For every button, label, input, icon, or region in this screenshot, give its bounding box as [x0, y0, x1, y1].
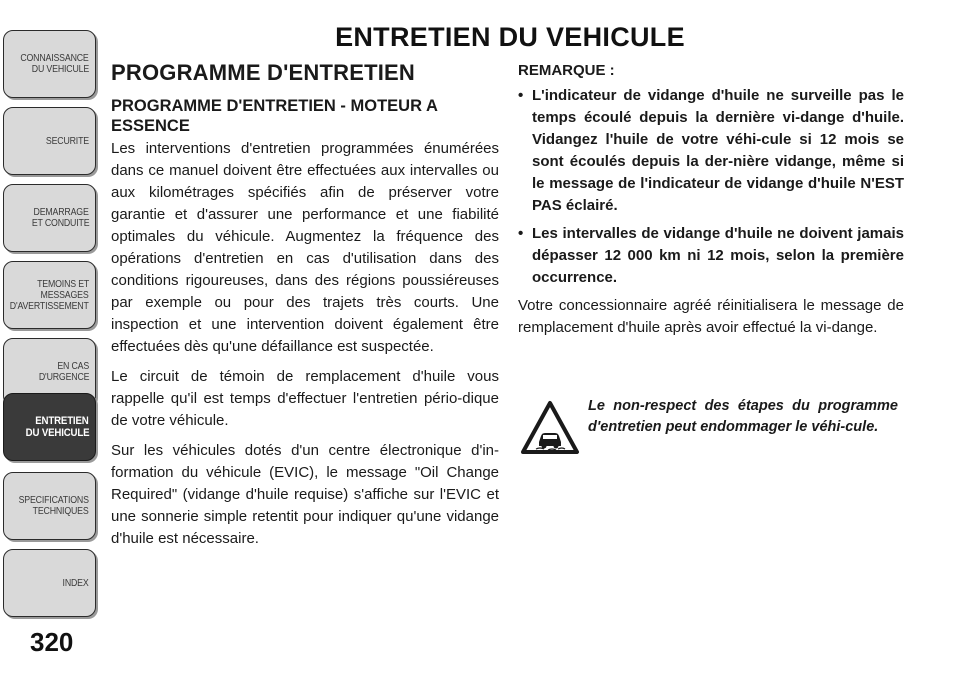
list-item	[518, 223, 904, 289]
tab-label: ENTRETIEN	[35, 415, 89, 427]
tab-label: INDEX	[62, 577, 89, 589]
left-column	[111, 60, 499, 558]
bullet-dot: •	[518, 87, 524, 104]
tab-label: MESSAGES	[41, 289, 89, 301]
tab-label: D'AVERTISSEMENT	[10, 300, 89, 312]
paragraph: Les interventions d'entretien programmées énumérées dans ce manuel doivent être effectuées aux intervalles ou aux kilométrages spécifiés afin de préserver votre garantie et d'assurer une performance et une fiabilité optimales du véhicule. Augmentez la fréquence des opérations d'entretien en cas d'utilisation dans des conditions rigoureuses, dans des régions poussiéreuses par exemple ou pour des trajets très courts. Une inspection et une intervention doivent également être effectuées dès qu'une défaillance est suspectée.	[111, 140, 499, 355]
paragraph: Sur les véhicules dotés d'un centre électronique d'in-formation du véhicule (EVIC), le message "Oil Change Required" (vidange d'huile requise) s'affiche sur l'EVIC et une sonnerie simple retentit pour indiquer qu'une vidange d'huile est nécessaire.	[111, 442, 499, 547]
tab-demarrage-et-conduite[interactable]	[3, 184, 96, 252]
tab-label: TECHNIQUES	[33, 506, 89, 517]
tab-label: DU VEHICULE	[31, 64, 89, 75]
tab-label: TEMOINS ET	[36, 278, 89, 290]
paragraph: Votre concessionnaire agréé réinitialisera le message de remplacement d'huile après avoir effectué la vi-dange.	[518, 297, 904, 336]
tab-temoins-et-messages[interactable]	[3, 261, 96, 329]
note-title: REMARQUE :	[518, 62, 615, 79]
bullet-dot: •	[518, 225, 524, 242]
subsection-title: PROGRAMME D'ENTRETIEN - MOTEUR A ESSENCE	[111, 97, 438, 135]
section-title: PROGRAMME D'ENTRETIEN	[111, 60, 415, 85]
list-item	[518, 85, 904, 217]
bullet-text: Les intervalles de vidange d'huile ne doivent jamais dépasser 12 000 km ni 12 mois, selon la première occurrence.	[532, 225, 904, 286]
tab-securite[interactable]	[3, 107, 96, 175]
tab-specifications-techniques[interactable]	[3, 472, 96, 540]
tab-label: ET CONDUITE	[31, 218, 89, 229]
page-number: 320	[30, 627, 74, 657]
warning-triangle-car-icon	[520, 400, 580, 456]
tab-connaissance-du-vehicule[interactable]	[3, 30, 96, 98]
tab-label: DEMARRAGE	[33, 207, 89, 218]
right-column	[518, 60, 904, 347]
bullet-text: L'indicateur de vidange d'huile ne surveille pas le temps écoulé depuis la dernière vi-dange d'huile. Vidangez l'huile de votre véhi-cule si 12 mois se sont écoulés depuis la der-nière vidange, même si le message de l'indicateur de vidange d'huile N'EST PAS éclairé.	[532, 87, 904, 214]
warning-text: Le non-respect des étapes du programme d'entretien peut endommager le véhi-cule.	[588, 398, 898, 435]
tab-label: EN CAS	[57, 361, 89, 372]
warning-block	[518, 396, 904, 466]
tab-label: SPECIFICATIONS	[18, 495, 89, 506]
tab-label: SECURITE	[45, 135, 89, 147]
tab-label: DU VEHICULE	[25, 427, 89, 439]
tab-label: D'URGENCE	[38, 372, 89, 383]
tab-entretien-du-vehicule[interactable]	[3, 393, 96, 461]
chapter-title: ENTRETIEN DU VEHICULE	[335, 22, 685, 52]
tab-label: CONNAISSANCE	[20, 53, 89, 64]
paragraph: Le circuit de témoin de remplacement d'huile vous rappelle qu'il est temps d'effectuer l'entretien pério-dique de votre véhicule.	[111, 368, 499, 429]
tab-index[interactable]	[3, 549, 96, 617]
